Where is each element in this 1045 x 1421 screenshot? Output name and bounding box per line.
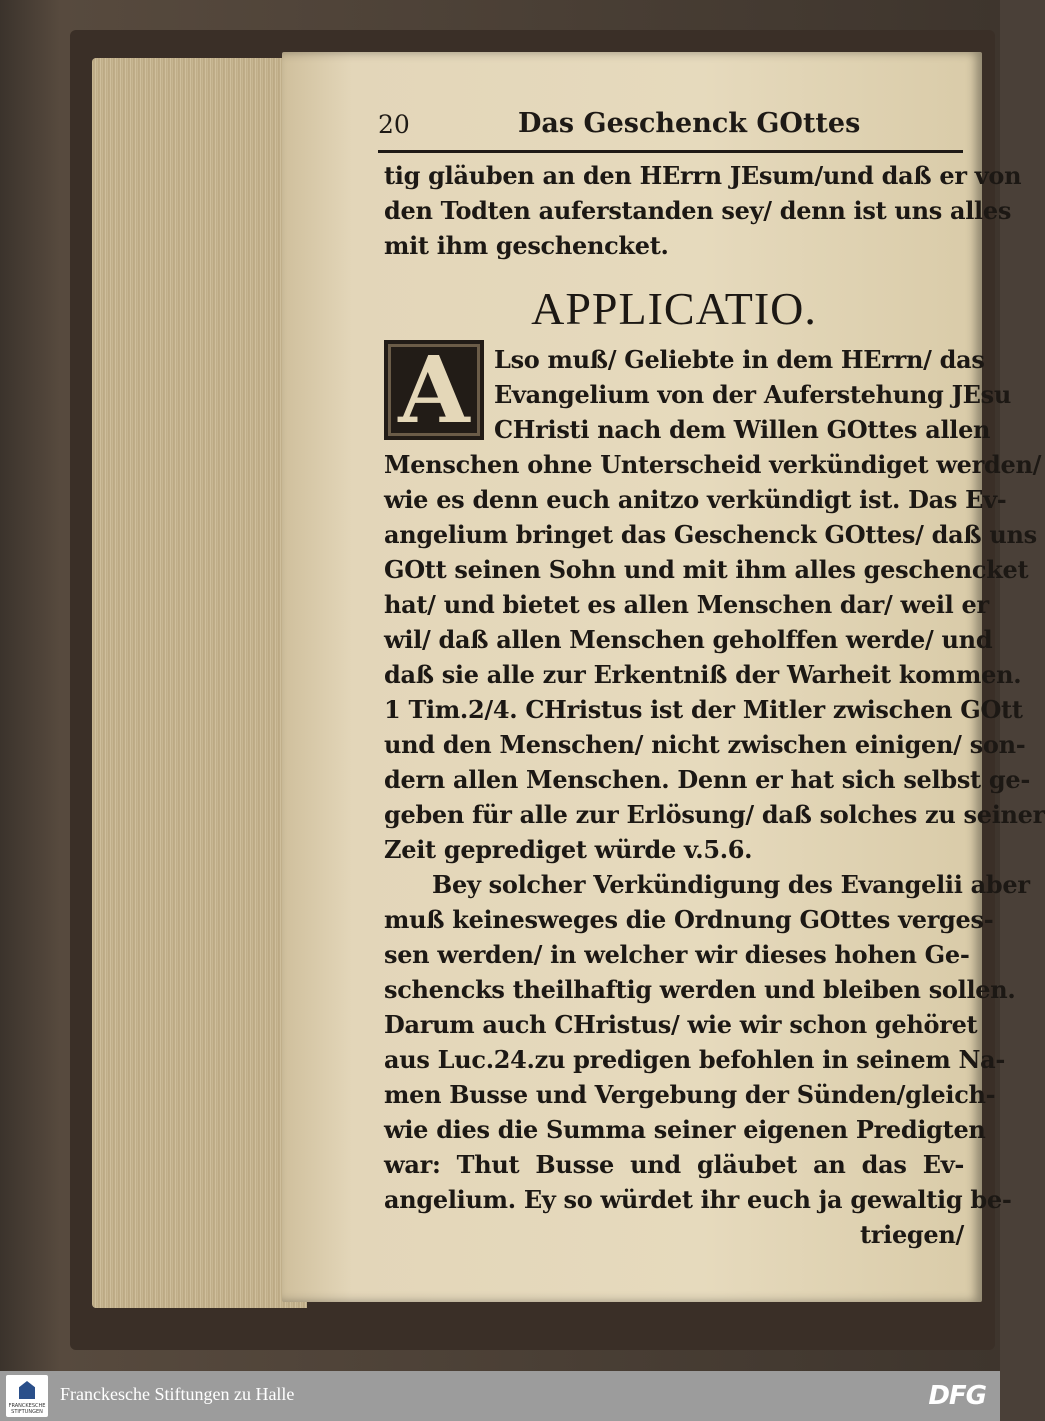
institution-name[interactable]: Franckesche Stiftungen zu Halle: [60, 1384, 295, 1404]
paragraph-2: [384, 867, 1030, 1252]
text-line: war: Thut Busse und gläubet an das Ev-: [384, 1150, 964, 1179]
section-heading: APPLICATIO.: [531, 283, 817, 334]
text-line: sen werden/ in welcher wir dieses hohen Ge-: [384, 940, 970, 969]
text-line: muß keinesweges die Ordnung GOttes verges-: [384, 905, 994, 934]
text-line: daß sie alle zur Erkentniß der Warheit kommen.: [384, 660, 1022, 689]
text-line: hat/ und bietet es allen Menschen dar/ weil er: [384, 590, 989, 619]
text-line: CHristi nach dem Willen GOttes allen: [494, 415, 991, 444]
text-line: GOtt seinen Sohn und mit ihm alles geschencket: [384, 555, 1029, 584]
decorated-initial: A: [384, 340, 484, 440]
text-line: Zeit geprediget würde v.5.6.: [384, 835, 753, 864]
foundation-emblem-icon: [19, 1381, 35, 1399]
page-edges: [92, 58, 307, 1308]
running-title: Das Geschenck GOttes: [518, 108, 861, 139]
text-line: Lso muß/ Geliebte in dem HErrn/ das: [494, 345, 985, 374]
dfg-logo[interactable]: DFG: [928, 1381, 986, 1411]
text-line: tig gläuben an den HErrn JEsum/und daß er von: [384, 161, 1022, 190]
text-line: Bey solcher Verkündigung des Evangelii aber: [432, 870, 1030, 899]
foundation-logo-text: FRANCKESCHE STIFTUNGEN: [8, 1403, 46, 1415]
text-line: Darum auch CHristus/ wie wir schon gehöret: [384, 1010, 978, 1039]
text-line: aus Luc.24.zu predigen befohlen in seinem Na-: [384, 1045, 1006, 1074]
text-line: angelium. Ey so würdet ihr euch ja gewaltig be-: [384, 1185, 1012, 1214]
initial-lines: [494, 342, 1012, 447]
viewer-footer: [0, 1371, 1000, 1421]
text-line: dern allen Menschen. Denn er hat sich selbst ge-: [384, 765, 1030, 794]
text-line: men Busse und Vergebung der Sünden/gleich-: [384, 1080, 996, 1109]
foundation-logo[interactable]: [6, 1375, 48, 1417]
text-line: wie dies die Summa seiner eigenen Predigten: [384, 1115, 986, 1144]
text-line: mit ihm geschencket.: [384, 231, 669, 260]
text-line: den Todten auferstanden sey/ denn ist uns alles: [384, 196, 1012, 225]
text-line: Menschen ohne Unterscheid verkündiget werden/: [384, 450, 1042, 479]
text-line: schencks theilhaftig werden und bleiben sollen.: [384, 975, 1016, 1004]
text-line: 1 Tim.2/4. CHristus ist der Mitler zwischen GOtt: [384, 695, 1023, 724]
text-line: und den Menschen/ nicht zwischen einigen/ son-: [384, 730, 1026, 759]
page-number: 20: [378, 110, 410, 139]
text-line: geben für alle zur Erlösung/ daß solches zu seiner: [384, 800, 1045, 829]
text-line: wil/ daß allen Menschen geholffen werde/ und: [384, 625, 993, 654]
paragraph-1: [384, 447, 1045, 867]
catchword: triegen/: [860, 1220, 964, 1249]
text-line: Evangelium von der Auferstehung JEsu: [494, 380, 1012, 409]
text-line: wie es denn euch anitzo verkündigt ist. Das Ev-: [384, 485, 1007, 514]
page-header: [378, 106, 963, 153]
text-line: angelium bringet das Geschenck GOttes/ daß uns: [384, 520, 1037, 549]
intro-text: [384, 158, 1022, 263]
